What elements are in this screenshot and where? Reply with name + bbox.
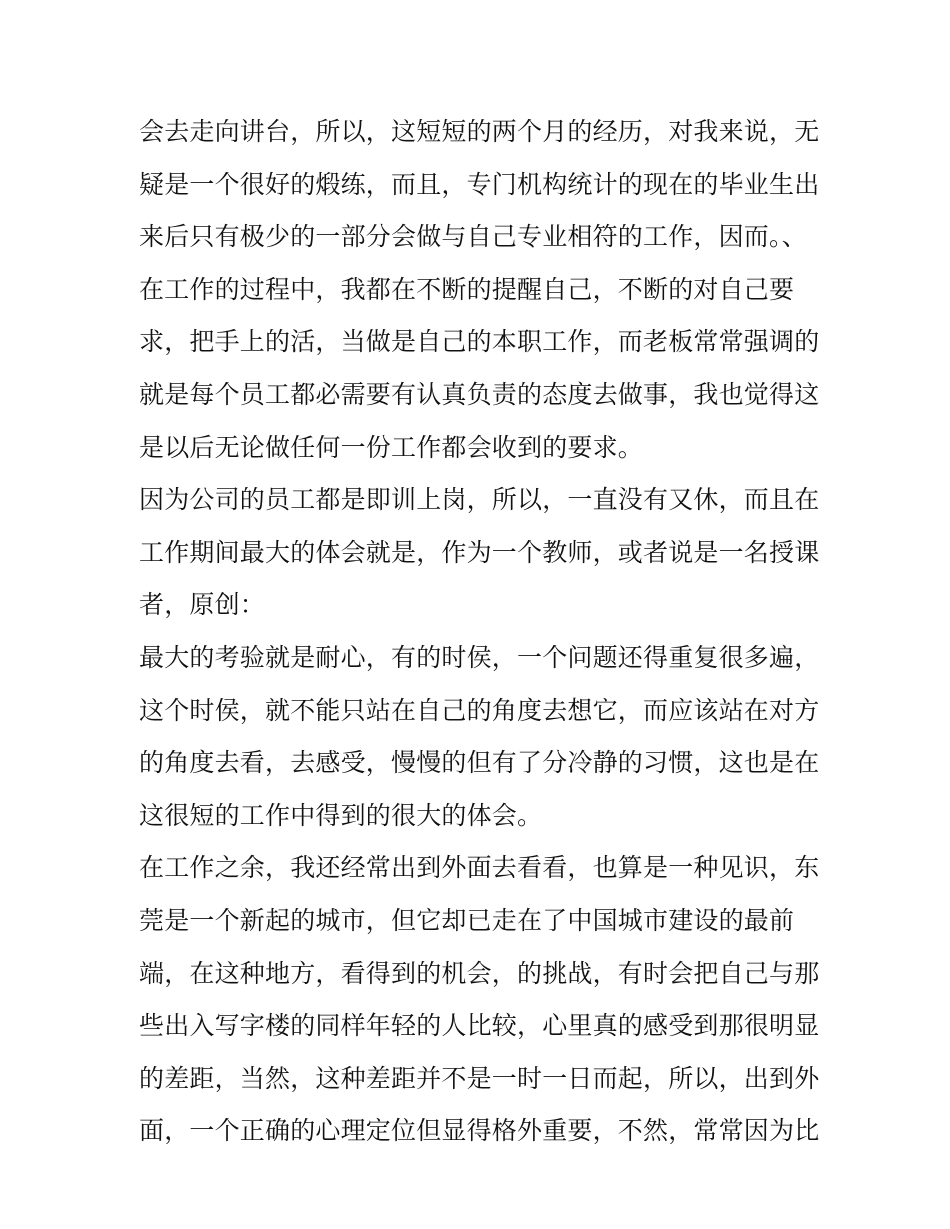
document-body — [139, 106, 819, 1158]
text-line: 工作期间最大的体会就是，作为一个教师，或者说是一名授课 — [139, 537, 820, 567]
text-line: 在工作的过程中，我都在不断的提醒自己，不断的对自己要 — [139, 274, 795, 304]
text-line: 些出入写字楼的同样年轻的人比较，心里真的感受到那很明显 — [139, 1011, 820, 1041]
text-line: 者，原创： — [139, 590, 266, 620]
text-line: 是以后无论做任何一份工作都会收到的要求。 — [139, 432, 644, 462]
text-line: 因为公司的员工都是即训上岗，所以，一直没有又休，而且在 — [139, 485, 820, 515]
text-line: 疑是一个很好的煅练，而且，专门机构统计的现在的毕业生出 — [139, 169, 820, 199]
text-line: 就是每个员工都必需要有认真负责的态度去做事，我也觉得这 — [139, 379, 820, 409]
text-line: 这个时侯，就不能只站在自己的角度去想它，而应该站在对方 — [139, 695, 820, 725]
text-line: 来后只有极少的一部分会做与自己专业相符的工作，因而。、 — [139, 222, 807, 252]
text-line: 的差距，当然，这种差距并不是一时一日而起，所以，出到外 — [139, 1063, 820, 1093]
text-line: 端，在这种地方，看得到的机会，的挑战，有时会把自己与那 — [139, 958, 820, 988]
text-line: 这很短的工作中得到的很大的体会。 — [139, 800, 543, 830]
text-line: 面，一个正确的心理定位但显得格外重要，不然，常常因为比 — [139, 1116, 820, 1146]
text-line: 在工作之余，我还经常出到外面去看看，也算是一种见识，东 — [139, 853, 820, 883]
text-line: 最大的考验就是耐心，有的时侯，一个问题还得重复很多遍， — [139, 642, 820, 672]
text-line: 的角度去看，去感受，慢慢的但有了分冷静的习惯，这也是在 — [139, 748, 820, 778]
text-line: 莞是一个新起的城市，但它却已走在了中国城市建设的最前 — [139, 905, 795, 935]
text-line: 会去走向讲台，所以，这短短的两个月的经历，对我来说，无 — [139, 117, 820, 146]
text-line: 求，把手上的活，当做是自己的本职工作，而老板常常强调的 — [139, 327, 820, 357]
